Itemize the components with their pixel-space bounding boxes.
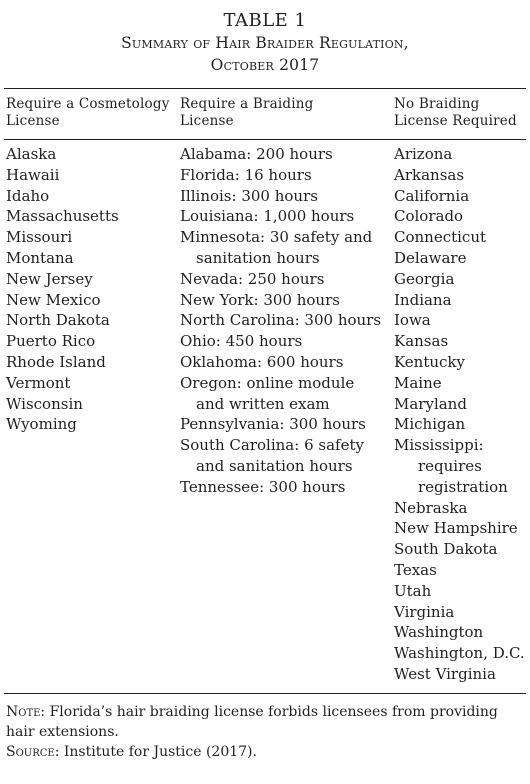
- column-header-line: Require a Cosmetology: [6, 96, 170, 112]
- list-item: [180, 144, 394, 165]
- list-item-text: Kentucky: [394, 352, 465, 371]
- list-item-text: Vermont: [6, 373, 71, 392]
- list-item: [180, 435, 394, 477]
- list-item-text: New Jersey: [6, 269, 93, 288]
- list-item: [180, 373, 394, 415]
- list-item-text: Arkansas: [394, 165, 465, 184]
- column-header-braiding: [180, 96, 394, 133]
- list-item-text: Washington, D.C.: [394, 644, 525, 663]
- list-item-text: South Dakota: [394, 540, 498, 559]
- list-item: [6, 414, 180, 435]
- list-item: [394, 310, 526, 331]
- column-cosmetology-list: [4, 144, 180, 685]
- list-item: [394, 394, 526, 415]
- list-item: [394, 622, 526, 643]
- list-item: [6, 269, 180, 290]
- list-item: [6, 186, 180, 207]
- column-header-line: Require a Braiding: [180, 96, 314, 112]
- list-item: [394, 331, 526, 352]
- note-line: [6, 702, 524, 742]
- list-item: [394, 206, 526, 227]
- list-item-text: New Hampshire: [394, 519, 518, 538]
- list-item: [180, 269, 394, 290]
- table-number: TABLE 1: [223, 10, 307, 31]
- list-item-text: Alabama: 200 hours: [180, 145, 333, 163]
- list-item-text: North Dakota: [6, 311, 110, 330]
- list-item-text: Texas: [394, 560, 437, 579]
- list-item: [180, 414, 394, 435]
- note-label: Note:: [6, 703, 46, 720]
- list-item-text: Wyoming: [6, 415, 77, 434]
- list-item-text: Rhode Island: [6, 352, 106, 371]
- list-item: [6, 394, 180, 415]
- column-header-line: License: [180, 113, 234, 129]
- list-item: [394, 498, 526, 519]
- list-item: [394, 560, 526, 581]
- list-item-text: Montana: [6, 248, 74, 267]
- list-item-text: Washington: [394, 623, 484, 642]
- list-item-text: California: [394, 186, 470, 205]
- list-item-text: New York: 300 hours: [180, 290, 340, 309]
- list-item-text: Georgia: [394, 269, 455, 288]
- list-item-text: Hawaii: [6, 165, 60, 184]
- list-item: [394, 518, 526, 539]
- list-item-text: Illinois: 300 hours: [180, 186, 318, 205]
- list-item-text: Maryland: [394, 394, 467, 413]
- list-item-text: Indiana: [394, 290, 452, 309]
- list-item-text: Iowa: [394, 311, 431, 330]
- list-item-text: Arizona: [394, 145, 453, 163]
- list-item-text: Kansas: [394, 332, 449, 351]
- list-item-text: Utah: [394, 581, 432, 600]
- list-item-text: Florida: 16 hours: [180, 165, 312, 184]
- table-title-block: [4, 0, 526, 76]
- list-item: [6, 331, 180, 352]
- list-item-text: Virginia: [394, 602, 455, 621]
- list-item-text: Missouri: [6, 228, 73, 247]
- list-item: [6, 206, 180, 227]
- list-item: [180, 477, 394, 498]
- list-item: [394, 602, 526, 623]
- list-item: [180, 165, 394, 186]
- list-item-text: Tennessee: 300 hours: [180, 477, 346, 496]
- column-header-cosmetology: [4, 96, 180, 133]
- column-no-license-list: [394, 144, 526, 685]
- list-item: [394, 290, 526, 311]
- list-item-text: Puerto Rico: [6, 332, 96, 351]
- source-text: Institute for Justice (2017).: [63, 743, 257, 760]
- list-item-text: Connecticut: [394, 228, 487, 247]
- list-item-continuation: sanitation hours: [196, 248, 320, 267]
- table-title-line-1: Summary of Hair Braider Regulation,: [121, 34, 409, 52]
- table-body: [4, 140, 526, 685]
- table-notes: [4, 694, 526, 762]
- list-item: [394, 186, 526, 207]
- list-item: [394, 664, 526, 685]
- list-item-text: Massachusetts: [6, 207, 119, 226]
- list-item-text: West Virginia: [394, 664, 496, 683]
- list-item: [180, 331, 394, 352]
- list-item: [394, 248, 526, 269]
- column-braiding-list: [180, 144, 394, 685]
- list-item: [394, 643, 526, 664]
- list-item-text: Mississippi:: [394, 436, 484, 455]
- column-header-line: License Required: [394, 113, 517, 129]
- source-label: Source:: [6, 743, 60, 760]
- list-item-text: Nebraska: [394, 498, 468, 517]
- table-header-row: [4, 89, 526, 133]
- list-item-text: Delaware: [394, 248, 467, 267]
- list-item: [6, 248, 180, 269]
- list-item: [394, 144, 526, 165]
- list-item-text: South Carolina: 6 safety: [180, 436, 364, 455]
- list-item: [180, 310, 394, 331]
- list-item: [6, 290, 180, 311]
- list-item: [394, 539, 526, 560]
- list-item: [394, 352, 526, 373]
- note-text: Florida’s hair braiding license forbids licensees from providing hair extensions.: [6, 703, 498, 740]
- list-item-text: Pennsylvania: 300 hours: [180, 415, 366, 434]
- list-item: [6, 227, 180, 248]
- source-line: [6, 742, 524, 762]
- list-item: [6, 165, 180, 186]
- list-item: [180, 352, 394, 373]
- list-item-text: Oklahoma: 600 hours: [180, 352, 344, 371]
- column-header-line: License: [6, 113, 60, 129]
- list-item-text: Oregon: online module: [180, 373, 355, 392]
- list-item-text: Wisconsin: [6, 394, 83, 413]
- list-item: [180, 227, 394, 269]
- list-item-continuation: and written exam: [196, 394, 330, 413]
- list-item-text: Minnesota: 30 safety and: [180, 228, 373, 247]
- list-item-text: Ohio: 450 hours: [180, 332, 303, 351]
- list-item: [6, 373, 180, 394]
- list-item-text: Maine: [394, 373, 442, 392]
- list-item: [394, 373, 526, 394]
- list-item-text: Idaho: [6, 186, 50, 205]
- list-item: [180, 186, 394, 207]
- list-item: [394, 227, 526, 248]
- list-item-text: Michigan: [394, 415, 466, 434]
- list-item-continuation: and sanitation hours: [196, 456, 353, 475]
- list-item-text: Nevada: 250 hours: [180, 269, 325, 288]
- list-item-text: Colorado: [394, 207, 464, 226]
- list-item: [394, 414, 526, 435]
- list-item: [180, 206, 394, 227]
- list-item: [394, 435, 526, 497]
- column-header-no-license: [394, 96, 526, 133]
- list-item: [6, 352, 180, 373]
- list-item-text: New Mexico: [6, 290, 101, 309]
- list-item-continuation: requires: [418, 456, 482, 475]
- list-item: [180, 290, 394, 311]
- list-item-text: Louisiana: 1,000 hours: [180, 207, 355, 226]
- list-item-continuation: registration: [418, 477, 508, 496]
- list-item: [394, 165, 526, 186]
- table-title-line-2: October 2017: [210, 56, 320, 74]
- list-item-text: North Carolina: 300 hours: [180, 311, 382, 330]
- list-item-text: Alaska: [6, 145, 57, 163]
- list-item: [394, 581, 526, 602]
- column-header-line: No Braiding: [394, 96, 480, 112]
- list-item: [6, 310, 180, 331]
- list-item: [6, 144, 180, 165]
- list-item: [394, 269, 526, 290]
